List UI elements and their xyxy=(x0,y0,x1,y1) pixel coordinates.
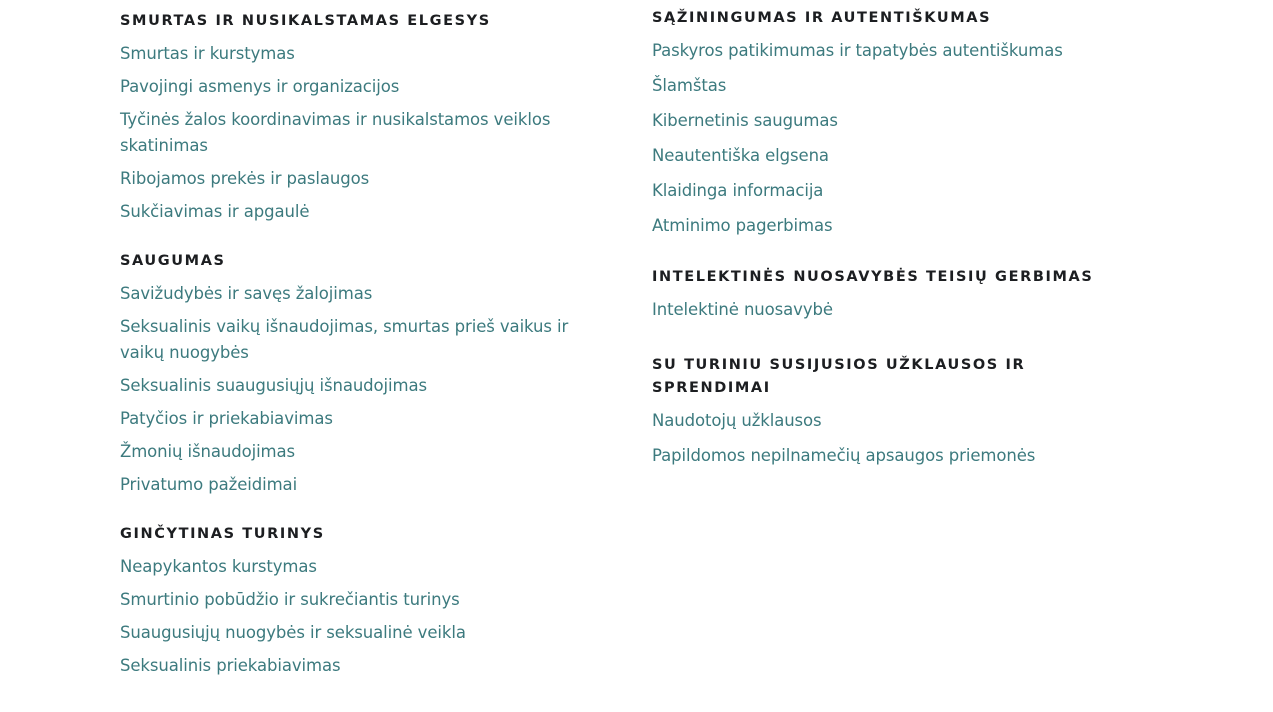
link-adult-nudity[interactable]: Suaugusiųjų nuogybės ir seksualinė veikla xyxy=(120,623,466,642)
section-safety xyxy=(120,250,580,498)
link-suicide-self-injury[interactable]: Savižudybės ir savęs žalojimas xyxy=(120,284,373,303)
link-violent-graphic-content[interactable]: Smurtinio pobūdžio ir sukrečiantis turinys xyxy=(120,590,460,609)
link-bullying-harassment[interactable]: Patyčios ir priekabiavimas xyxy=(120,409,333,428)
section-links xyxy=(652,408,1112,469)
link-child-exploitation[interactable]: Seksualinis vaikų išnaudojimas, smurtas prieš vaikus ir vaikų nuogybės xyxy=(120,317,569,362)
section-title: SU TURINIU SUSIJUSIOS UŽKLAUSOS IR SPRENDIMAI xyxy=(652,357,1026,396)
link-cybersecurity[interactable]: Kibernetinis saugumas xyxy=(652,111,838,130)
link-dangerous-organizations[interactable]: Pavojingi asmenys ir organizacijos xyxy=(120,77,400,96)
section-integrity-authenticity xyxy=(652,0,1112,239)
link-hate-speech[interactable]: Neapykantos kurstymas xyxy=(120,557,317,576)
link-user-requests[interactable]: Naudotojų užklausos xyxy=(652,411,822,430)
section-links xyxy=(652,38,1112,239)
section-objectionable-content xyxy=(120,523,580,679)
section-intellectual-property xyxy=(652,266,1112,323)
section-title: SMURTAS IR NUSIKALSTAMAS ELGESYS xyxy=(120,13,491,29)
link-memorialization[interactable]: Atminimo pagerbimas xyxy=(652,216,833,235)
link-account-integrity[interactable]: Paskyros patikimumas ir tapatybės autentiškumas xyxy=(652,41,1063,60)
section-title: SAUGUMAS xyxy=(120,253,226,269)
section-title: GINČYTINAS TURINYS xyxy=(120,526,325,542)
section-links xyxy=(652,297,1112,323)
link-inauthentic-behavior[interactable]: Neautentiška elgsena xyxy=(652,146,829,165)
link-adult-exploitation[interactable]: Seksualinis suaugusiųjų išnaudojimas xyxy=(120,376,427,395)
link-coordinating-harm[interactable]: Tyčinės žalos koordinavimas ir nusikalstamos veiklos skatinimas xyxy=(120,110,551,155)
policy-column-right xyxy=(652,0,1112,478)
section-title: INTELEKTINĖS NUOSAVYBĖS TEISIŲ GERBIMAS xyxy=(652,269,1094,285)
link-violence-incitement[interactable]: Smurtas ir kurstymas xyxy=(120,44,295,63)
link-sexual-solicitation[interactable]: Seksualinis priekabiavimas xyxy=(120,656,341,675)
link-privacy-violations[interactable]: Privatumo pažeidimai xyxy=(120,475,298,494)
link-spam[interactable]: Šlamštas xyxy=(652,76,727,95)
section-title: SĄŽININGUMAS IR AUTENTIŠKUMAS xyxy=(652,10,992,26)
link-restricted-goods[interactable]: Ribojamos prekės ir paslaugos xyxy=(120,169,370,188)
link-misinformation[interactable]: Klaidinga informacija xyxy=(652,181,824,200)
link-fraud-deception[interactable]: Sukčiavimas ir apgaulė xyxy=(120,202,310,221)
section-links xyxy=(120,41,580,225)
link-minor-protections[interactable]: Papildomos nepilnamečių apsaugos priemonės xyxy=(652,446,1036,465)
section-links xyxy=(120,554,580,679)
section-links xyxy=(120,281,580,498)
link-intellectual-property[interactable]: Intelektinė nuosavybė xyxy=(652,300,833,319)
link-human-exploitation[interactable]: Žmonių išnaudojimas xyxy=(120,442,296,461)
section-content-requests-decisions xyxy=(652,354,1112,469)
policy-column-left xyxy=(120,0,580,686)
section-violence-criminal-behavior xyxy=(120,0,580,225)
